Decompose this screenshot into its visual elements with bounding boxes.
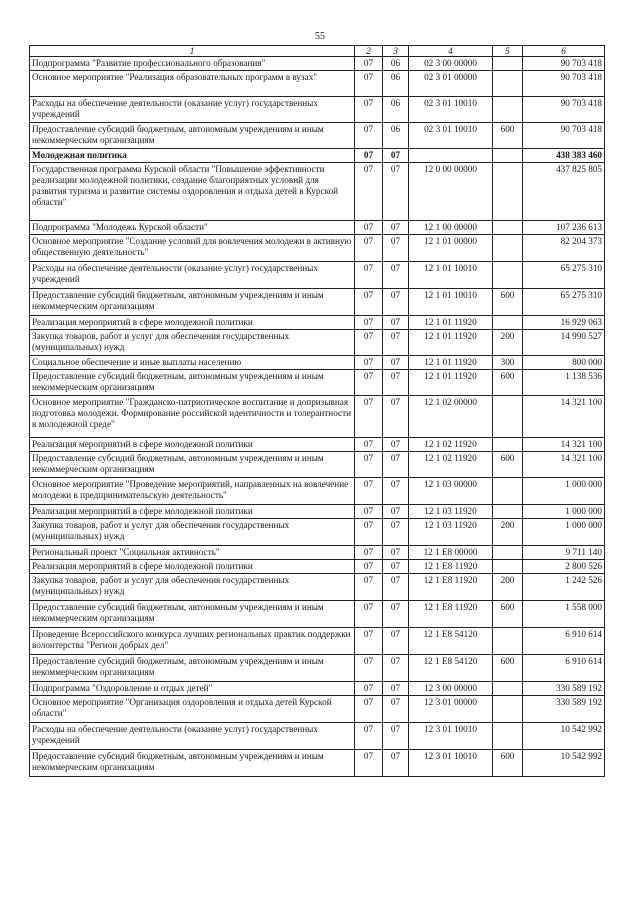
cell-expense-type: 600 <box>493 601 523 628</box>
cell-expense-type <box>493 149 523 163</box>
cell-subsection: 07 <box>383 560 409 574</box>
cell-name: Основное мероприятие "Организация оздоровления и отдыха детей Курской области" <box>30 696 355 723</box>
cell-name: Социальное обеспечение и иные выплаты населению <box>30 356 355 370</box>
cell-amount: 107 236 613 <box>523 221 605 235</box>
cell-subsection: 07 <box>383 519 409 546</box>
cell-target-article: 12 1 E8 11920 <box>409 574 493 601</box>
cell-expense-type: 600 <box>493 123 523 149</box>
cell-amount: 90 703 418 <box>523 71 605 97</box>
cell-target-article: 02 3 01 10010 <box>409 123 493 149</box>
cell-amount: 10 542 992 <box>523 723 605 750</box>
cell-name: Расходы на обеспечение деятельности (оказание услуг) государственных учреждений <box>30 97 355 123</box>
cell-expense-type <box>493 682 523 696</box>
cell-section: 07 <box>355 750 383 777</box>
cell-section: 07 <box>355 57 383 71</box>
cell-subsection: 07 <box>383 149 409 163</box>
header-row <box>30 46 605 57</box>
header-col-2: 2 <box>355 46 383 57</box>
table-row <box>30 655 605 682</box>
cell-target-article: 12 1 01 11920 <box>409 356 493 370</box>
cell-subsection: 07 <box>383 262 409 289</box>
cell-amount: 6 910 614 <box>523 655 605 682</box>
cell-amount: 1 558 000 <box>523 601 605 628</box>
header-col-1: 1 <box>30 46 355 57</box>
cell-subsection: 07 <box>383 370 409 396</box>
cell-expense-type: 200 <box>493 330 523 356</box>
cell-section: 07 <box>355 97 383 123</box>
cell-expense-type <box>493 478 523 505</box>
table-row <box>30 97 605 123</box>
cell-expense-type <box>493 560 523 574</box>
cell-section: 07 <box>355 560 383 574</box>
cell-amount: 1 138 536 <box>523 370 605 396</box>
cell-target-article: 12 1 E8 00000 <box>409 546 493 560</box>
cell-target-article: 12 1 01 11920 <box>409 370 493 396</box>
cell-section: 07 <box>355 316 383 330</box>
cell-section: 07 <box>355 452 383 478</box>
cell-subsection: 07 <box>383 438 409 452</box>
cell-section: 07 <box>355 123 383 149</box>
cell-expense-type <box>493 723 523 750</box>
cell-section: 07 <box>355 505 383 519</box>
cell-section: 07 <box>355 682 383 696</box>
cell-expense-type: 200 <box>493 519 523 546</box>
cell-target-article: 12 1 01 10010 <box>409 289 493 316</box>
cell-amount: 800 000 <box>523 356 605 370</box>
cell-name: Закупка товаров, работ и услуг для обеспечения государственных (муниципальных) нужд <box>30 574 355 601</box>
cell-name: Реализация мероприятий в сфере молодежной политики <box>30 438 355 452</box>
cell-expense-type: 300 <box>493 356 523 370</box>
cell-subsection: 07 <box>383 696 409 723</box>
cell-amount: 1 000 000 <box>523 478 605 505</box>
cell-target-article: 12 1 E8 54120 <box>409 655 493 682</box>
cell-section: 07 <box>355 655 383 682</box>
cell-target-article: 02 3 01 00000 <box>409 71 493 97</box>
cell-name: Реализация мероприятий в сфере молодежной политики <box>30 560 355 574</box>
cell-expense-type <box>493 628 523 655</box>
cell-name: Предоставление субсидий бюджетным, автономным учреждениям и иным некоммерческим организациям <box>30 452 355 478</box>
cell-section: 07 <box>355 628 383 655</box>
table-row <box>30 546 605 560</box>
cell-target-article: 12 1 E8 11920 <box>409 560 493 574</box>
cell-target-article: 12 1 01 10010 <box>409 262 493 289</box>
cell-expense-type: 600 <box>493 289 523 316</box>
table-row <box>30 560 605 574</box>
cell-expense-type <box>493 97 523 123</box>
cell-section: 07 <box>355 262 383 289</box>
cell-target-article: 12 1 02 11920 <box>409 438 493 452</box>
cell-subsection: 07 <box>383 396 409 438</box>
cell-amount: 438 383 460 <box>523 149 605 163</box>
cell-section: 07 <box>355 546 383 560</box>
cell-name: Проведение Всероссийского конкурса лучших региональных практик поддержки волонтерства "Регион добрых дел" <box>30 628 355 655</box>
table-row <box>30 316 605 330</box>
cell-subsection: 07 <box>383 289 409 316</box>
table-row <box>30 163 605 221</box>
cell-subsection: 07 <box>383 163 409 221</box>
cell-amount: 14 321 100 <box>523 396 605 438</box>
header-col-6: 6 <box>523 46 605 57</box>
cell-amount: 14 321 100 <box>523 452 605 478</box>
cell-name: Основное мероприятие "Гражданско-патриотическое воспитание и допризывная подготовка молодежи. Формирование российской идентичности и толерантности в молодежной среде" <box>30 396 355 438</box>
cell-name: Подпрограмма "Оздоровление и отдых детей" <box>30 682 355 696</box>
cell-subsection: 07 <box>383 478 409 505</box>
cell-section: 07 <box>355 149 383 163</box>
cell-name: Закупка товаров, работ и услуг для обеспечения государственных (муниципальных) нужд <box>30 330 355 356</box>
cell-section: 07 <box>355 71 383 97</box>
cell-subsection: 07 <box>383 505 409 519</box>
table-row <box>30 356 605 370</box>
table-row <box>30 574 605 601</box>
cell-subsection: 07 <box>383 235 409 262</box>
cell-expense-type <box>493 546 523 560</box>
cell-name: Предоставление субсидий бюджетным, автономным учреждениям и иным некоммерческим организациям <box>30 370 355 396</box>
table-row <box>30 262 605 289</box>
cell-target-article: 12 1 E8 54120 <box>409 628 493 655</box>
cell-target-article: 12 1 01 00000 <box>409 235 493 262</box>
table-row <box>30 601 605 628</box>
cell-amount: 14 321 100 <box>523 438 605 452</box>
table-row <box>30 396 605 438</box>
table-row <box>30 71 605 97</box>
cell-name: Основное мероприятие "Создание условий для вовлечения молодежи в активную общественную деятельность" <box>30 235 355 262</box>
cell-expense-type: 600 <box>493 370 523 396</box>
cell-amount: 330 589 192 <box>523 682 605 696</box>
cell-amount: 330 589 192 <box>523 696 605 723</box>
cell-expense-type <box>493 396 523 438</box>
cell-subsection: 06 <box>383 71 409 97</box>
cell-section: 07 <box>355 330 383 356</box>
table-row <box>30 289 605 316</box>
cell-amount: 2 800 526 <box>523 560 605 574</box>
cell-amount: 65 275 310 <box>523 289 605 316</box>
table-row <box>30 628 605 655</box>
cell-subsection: 07 <box>383 316 409 330</box>
cell-expense-type: 600 <box>493 750 523 777</box>
cell-target-article: 12 3 00 00000 <box>409 682 493 696</box>
cell-name: Государственная программа Курской области "Повышение эффективности реализации молодежной политики, создание благоприятных условий для развития туризма и развитие системы оздоровления и отдыха детей в Курской области" <box>30 163 355 221</box>
cell-target-article: 12 1 01 11920 <box>409 316 493 330</box>
cell-expense-type: 600 <box>493 655 523 682</box>
header-col-5: 5 <box>493 46 523 57</box>
header-col-3: 3 <box>383 46 409 57</box>
cell-section: 07 <box>355 478 383 505</box>
table-row <box>30 682 605 696</box>
cell-subsection: 07 <box>383 452 409 478</box>
header-col-4: 4 <box>409 46 493 57</box>
cell-expense-type <box>493 262 523 289</box>
cell-expense-type <box>493 696 523 723</box>
cell-subsection: 07 <box>383 655 409 682</box>
cell-name: Основное мероприятие "Проведение мероприятий, направленных на вовлечение молодежи в предпринимательскую деятельность" <box>30 478 355 505</box>
table-row <box>30 478 605 505</box>
cell-section: 07 <box>355 519 383 546</box>
cell-subsection: 06 <box>383 123 409 149</box>
cell-section: 07 <box>355 438 383 452</box>
cell-amount: 90 703 418 <box>523 97 605 123</box>
table-row <box>30 750 605 777</box>
cell-amount: 65 275 310 <box>523 262 605 289</box>
cell-target-article: 12 1 01 11920 <box>409 330 493 356</box>
table-row <box>30 57 605 71</box>
cell-section: 07 <box>355 370 383 396</box>
cell-name: Региональный проект "Социальная активность" <box>30 546 355 560</box>
cell-subsection: 06 <box>383 57 409 71</box>
cell-expense-type <box>493 221 523 235</box>
cell-name: Предоставление субсидий бюджетным, автономным учреждениям и иным некоммерческим организациям <box>30 123 355 149</box>
cell-amount: 16 929 063 <box>523 316 605 330</box>
cell-section: 07 <box>355 356 383 370</box>
cell-amount: 1 000 000 <box>523 505 605 519</box>
table-row <box>30 330 605 356</box>
cell-section: 07 <box>355 574 383 601</box>
table-row <box>30 519 605 546</box>
cell-amount: 9 711 140 <box>523 546 605 560</box>
cell-target-article: 12 1 03 11920 <box>409 505 493 519</box>
cell-expense-type <box>493 505 523 519</box>
cell-subsection: 07 <box>383 750 409 777</box>
page-number: 55 <box>315 31 325 42</box>
cell-subsection: 07 <box>383 221 409 235</box>
cell-name: Расходы на обеспечение деятельности (оказание услуг) государственных учреждений <box>30 723 355 750</box>
cell-name: Подпрограмма "Развитие профессионального образования" <box>30 57 355 71</box>
cell-target-article: 02 3 00 00000 <box>409 57 493 71</box>
cell-subsection: 07 <box>383 601 409 628</box>
table-row <box>30 123 605 149</box>
table-row <box>30 505 605 519</box>
cell-amount: 6 910 614 <box>523 628 605 655</box>
cell-name: Предоставление субсидий бюджетным, автономным учреждениям и иным некоммерческим организациям <box>30 601 355 628</box>
cell-section: 07 <box>355 601 383 628</box>
cell-target-article: 12 1 E8 11920 <box>409 601 493 628</box>
cell-name: Реализация мероприятий в сфере молодежной политики <box>30 316 355 330</box>
cell-name: Реализация мероприятий в сфере молодежной политики <box>30 505 355 519</box>
cell-amount: 90 703 418 <box>523 57 605 71</box>
cell-section: 07 <box>355 723 383 750</box>
cell-target-article: 12 3 01 00000 <box>409 696 493 723</box>
cell-name: Подпрограмма "Молодежь Курской области" <box>30 221 355 235</box>
cell-subsection: 07 <box>383 682 409 696</box>
cell-expense-type <box>493 235 523 262</box>
cell-subsection: 07 <box>383 574 409 601</box>
cell-section: 07 <box>355 396 383 438</box>
cell-name: Предоставление субсидий бюджетным, автономным учреждениям и иным некоммерческим организациям <box>30 750 355 777</box>
cell-amount: 90 703 418 <box>523 123 605 149</box>
table-row <box>30 452 605 478</box>
cell-target-article: 12 1 03 11920 <box>409 519 493 546</box>
cell-section: 07 <box>355 163 383 221</box>
cell-target-article: 12 1 02 11920 <box>409 452 493 478</box>
cell-expense-type <box>493 71 523 97</box>
table-row <box>30 221 605 235</box>
table-row <box>30 723 605 750</box>
cell-target-article: 12 1 00 00000 <box>409 221 493 235</box>
cell-expense-type: 600 <box>493 452 523 478</box>
table-row <box>30 696 605 723</box>
cell-subsection: 07 <box>383 356 409 370</box>
cell-target-article: 02 3 01 10010 <box>409 97 493 123</box>
cell-target-article: 12 3 01 10010 <box>409 723 493 750</box>
cell-amount: 10 542 992 <box>523 750 605 777</box>
cell-subsection: 07 <box>383 628 409 655</box>
cell-expense-type <box>493 163 523 221</box>
table-row <box>30 235 605 262</box>
cell-name: Молодежная политика <box>30 149 355 163</box>
table-row <box>30 438 605 452</box>
cell-section: 07 <box>355 221 383 235</box>
cell-amount: 1 000 000 <box>523 519 605 546</box>
cell-expense-type <box>493 57 523 71</box>
cell-target-article: 12 0 00 00000 <box>409 163 493 221</box>
cell-target-article <box>409 149 493 163</box>
cell-amount: 82 204 373 <box>523 235 605 262</box>
cell-section: 07 <box>355 235 383 262</box>
cell-name: Закупка товаров, работ и услуг для обеспечения государственных (муниципальных) нужд <box>30 519 355 546</box>
budget-table <box>29 45 605 777</box>
cell-target-article: 12 3 01 10010 <box>409 750 493 777</box>
cell-amount: 14 990 527 <box>523 330 605 356</box>
cell-section: 07 <box>355 696 383 723</box>
cell-target-article: 12 1 02 00000 <box>409 396 493 438</box>
cell-name: Расходы на обеспечение деятельности (оказание услуг) государственных учреждений <box>30 262 355 289</box>
cell-target-article: 12 1 03 00000 <box>409 478 493 505</box>
table-row <box>30 370 605 396</box>
cell-amount: 437 825 805 <box>523 163 605 221</box>
cell-name: Предоставление субсидий бюджетным, автономным учреждениям и иным некоммерческим организациям <box>30 655 355 682</box>
cell-expense-type: 200 <box>493 574 523 601</box>
cell-name: Основное мероприятие "Реализация образовательных программ в вузах" <box>30 71 355 97</box>
cell-subsection: 07 <box>383 723 409 750</box>
cell-name: Предоставление субсидий бюджетным, автономным учреждениям и иным некоммерческим организациям <box>30 289 355 316</box>
table-row <box>30 149 605 163</box>
cell-amount: 1 242 526 <box>523 574 605 601</box>
cell-expense-type <box>493 438 523 452</box>
cell-subsection: 07 <box>383 330 409 356</box>
cell-subsection: 07 <box>383 546 409 560</box>
cell-expense-type <box>493 316 523 330</box>
cell-section: 07 <box>355 289 383 316</box>
cell-subsection: 06 <box>383 97 409 123</box>
